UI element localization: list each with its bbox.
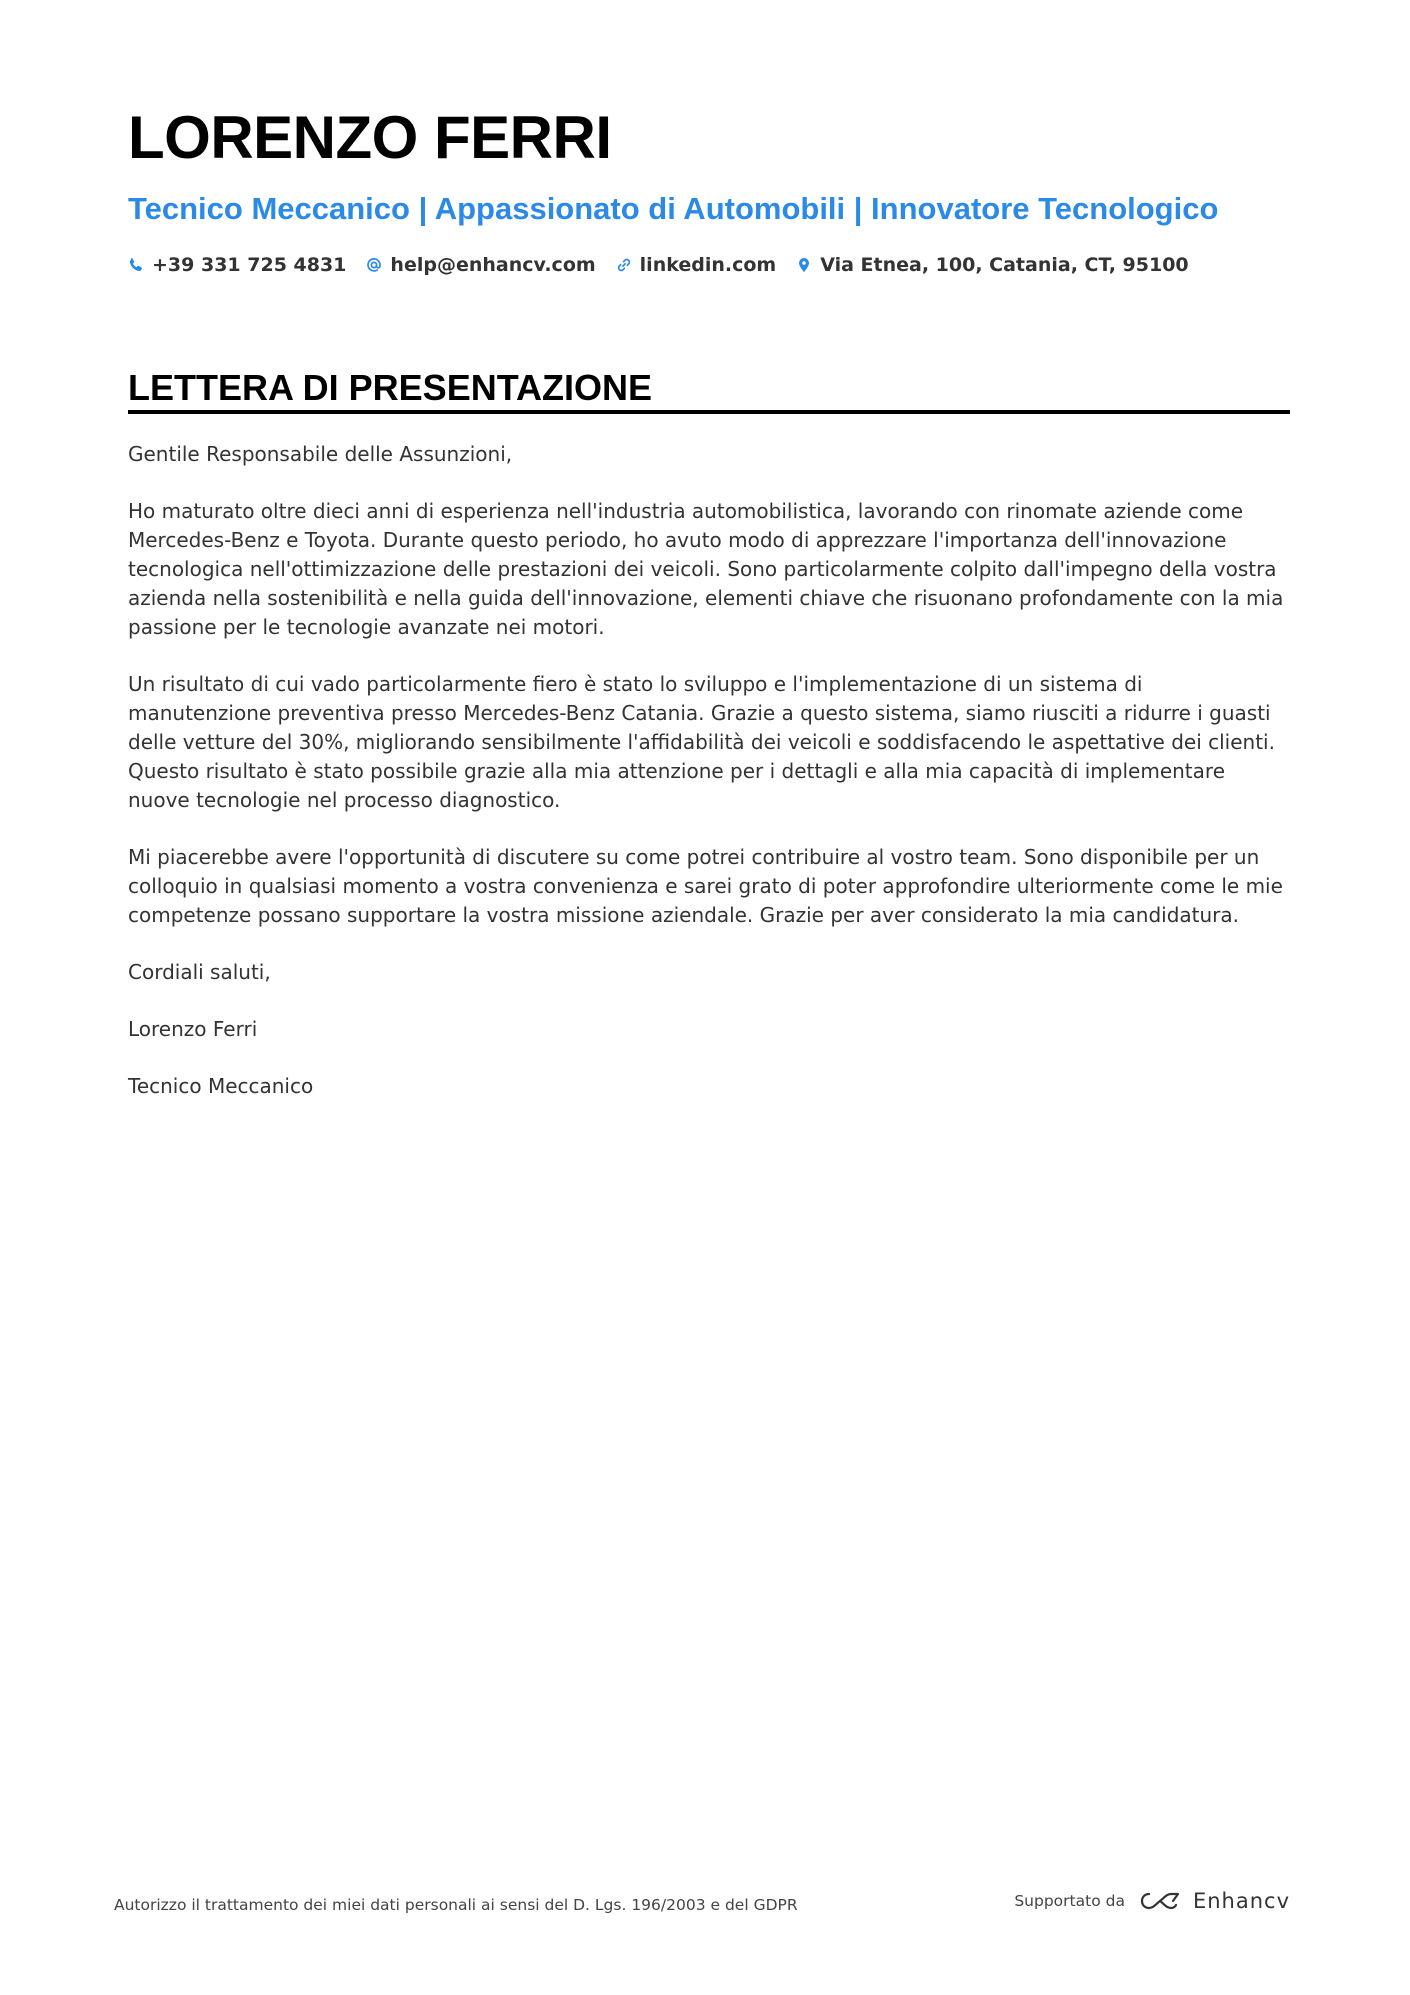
- letter-body: [128, 440, 1290, 1129]
- candidate-name: LORENZO FERRI: [128, 104, 612, 171]
- map-pin-icon: [796, 257, 812, 273]
- section-divider: [128, 410, 1290, 414]
- powered-by-label: Supportato da: [1014, 1892, 1125, 1910]
- section-title: LETTERA DI PRESENTAZIONE: [128, 367, 653, 408]
- link-icon: [616, 257, 632, 273]
- candidate-headline: Tecnico Meccanico | Appassionato di Automobili | Innovatore Tecnologico: [128, 191, 1219, 226]
- at-icon: [366, 257, 382, 273]
- contact-email[interactable]: [366, 254, 595, 276]
- contact-bar: [128, 254, 1189, 276]
- powered-by[interactable]: [1014, 1889, 1290, 1913]
- contact-address: [796, 254, 1188, 276]
- letter-paragraph-2: Un risultato di cui vado particolarmente fiero è stato lo sviluppo e l'implementazione di un sistema di manutenzione preventiva presso Mercedes-Benz Catania. Grazie a questo sistema, siamo riusciti a ridurre i guasti delle vetture del 30%, migliorando sensibilmente l'affidabilità dei veicoli e soddisfacendo le aspettative dei clienti. Questo risultato è stato possibile grazie alla mia attenzione per i dettagli e alla mia capacità di implementare nuove tecnologie nel processo diagnostico.: [128, 672, 1275, 812]
- phone-text: +39 331 725 4831: [152, 254, 347, 276]
- enhancv-logo[interactable]: [1137, 1889, 1290, 1913]
- signature-title: Tecnico Meccanico: [128, 1074, 314, 1098]
- letter-greeting: Gentile Responsabile delle Assunzioni,: [128, 442, 513, 466]
- letter-closing: Cordiali saluti,: [128, 960, 271, 984]
- privacy-consent: Autorizzo il trattamento dei miei dati personali ai sensi del D. Lgs. 196/2003 e del GDPR: [114, 1896, 798, 1914]
- letter-paragraph-1: Ho maturato oltre dieci anni di esperienza nell'industria automobilistica, lavorando con rinomate aziende come Mercedes-Benz e Toyota. Durante questo periodo, ho avuto modo di apprezzare l'importanza dell'innovazione tecnologica nell'ottimizzazione delle prestazioni dei veicoli. Sono particolarmente colpito dall'impegno della vostra azienda nella sostenibilità e nella guida dell'innovazione, elementi chiave che risuonano profondamente con la mia passione per le tecnologie avanzate nei motori.: [128, 499, 1284, 639]
- contact-phone[interactable]: [128, 254, 346, 276]
- linkedin-text: linkedin.com: [639, 254, 777, 276]
- address-text: Via Etnea, 100, Catania, CT, 95100: [820, 254, 1189, 276]
- contact-linkedin[interactable]: [616, 254, 777, 276]
- enhancv-logo-icon: [1137, 1889, 1183, 1913]
- enhancv-brand-name: Enhancv: [1192, 1889, 1290, 1913]
- letter-paragraph-3: Mi piacerebbe avere l'opportunità di discutere su come potrei contribuire al vostro team. Sono disponibile per un colloquio in qualsiasi momento a vostra convenienza e sarei grato di poter approfondire ulteriormente come le mie competenze possano supportare la vostra missione aziendale. Grazie per aver considerato la mia candidatura.: [128, 845, 1283, 927]
- phone-icon: [128, 257, 144, 273]
- email-text: help@enhancv.com: [390, 254, 596, 276]
- signature-name: Lorenzo Ferri: [128, 1017, 258, 1041]
